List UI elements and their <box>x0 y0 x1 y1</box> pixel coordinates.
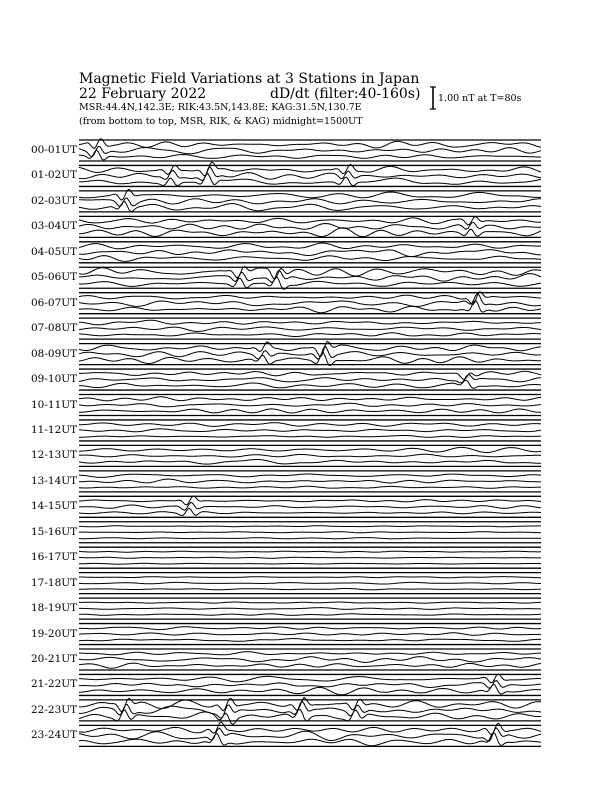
trace-KAG <box>79 423 541 427</box>
hour-label: 20-21UT <box>31 653 78 665</box>
trace-MSR <box>79 409 541 413</box>
hour-label: 08-09UT <box>31 347 78 360</box>
trace-KAG <box>79 627 541 630</box>
trace-MSR <box>79 589 541 590</box>
trace-RIK <box>79 375 541 383</box>
trace-RIK <box>79 222 541 229</box>
trace-RIK <box>79 532 541 533</box>
hour-row-00-01UT <box>79 139 541 161</box>
hour-label: 11-12UT <box>31 423 78 436</box>
hour-label: 05-06UT <box>31 271 78 284</box>
hour-label: 02-03UT <box>31 194 78 207</box>
hour-row-11-12UT <box>79 420 541 441</box>
hour-row-17-18UT <box>79 573 541 594</box>
trace-MSR <box>79 563 541 564</box>
trace-MSR <box>79 538 541 539</box>
hour-label: 15-16UT <box>31 525 78 538</box>
trace-RIK <box>79 167 541 181</box>
trace-KAG <box>79 674 541 683</box>
trace-KAG <box>79 602 541 603</box>
trace-RIK <box>79 403 541 407</box>
trace-MSR <box>79 380 541 388</box>
trace-MSR <box>79 228 541 237</box>
station-order-note: (from bottom to top, MSR, RIK, & KAG) midnight=1500UT <box>79 116 363 127</box>
hour-label: 17-18UT <box>31 576 78 589</box>
trace-KAG <box>79 474 541 477</box>
trace-RIK <box>79 657 541 663</box>
hour-label: 21-22UT <box>31 678 78 691</box>
trace-RIK <box>79 502 541 510</box>
hour-row-14-15UT <box>79 496 541 517</box>
hour-row-08-09UT <box>79 341 541 365</box>
trace-MSR <box>79 333 541 337</box>
chart-title: Magnetic Field Variations at 3 Stations in Japan <box>79 71 420 87</box>
trace-KAG <box>79 292 541 305</box>
trace-RIK <box>79 582 541 584</box>
trace-RIK <box>79 429 541 432</box>
trace-MSR <box>79 733 541 746</box>
hour-label: 04-05UT <box>31 245 78 258</box>
trace-KAG <box>79 526 541 527</box>
trace-KAG <box>79 496 541 505</box>
hour-label: 09-10UT <box>31 373 78 386</box>
trace-MSR <box>79 202 541 212</box>
hour-row-23-24UT <box>79 722 541 746</box>
hour-row-06-07UT <box>79 292 541 314</box>
chart-date: 22 February 2022 <box>79 86 207 102</box>
hour-label: 13-14UT <box>31 474 78 487</box>
hour-label: 07-08UT <box>31 322 78 335</box>
trace-MSR <box>79 639 541 642</box>
hour-label: 14-15UT <box>31 500 78 513</box>
trace-MSR <box>79 486 541 488</box>
hour-row-01-02UT <box>79 162 541 186</box>
hour-row-18-19UT <box>79 598 541 619</box>
hour-label: 00-01UT <box>31 144 78 156</box>
trace-KAG <box>79 577 541 578</box>
hour-label: 16-17UT <box>31 551 78 564</box>
scale-label: 1.00 nT at T=80s <box>438 93 522 104</box>
trace-MSR <box>79 353 541 366</box>
hour-row-12-13UT <box>79 445 541 466</box>
hour-label: 19-20UT <box>31 627 78 640</box>
hour-label: 10-11UT <box>31 398 78 411</box>
trace-KAG <box>79 162 541 176</box>
hour-row-15-16UT <box>79 522 541 543</box>
hour-row-02-03UT <box>79 189 541 212</box>
station-coordinates: MSR:44.4N,142.3E; RIK:43.5N,143.8E; KAG:31.5N,130.7E <box>79 102 362 113</box>
trace-RIK <box>79 327 541 332</box>
trace-RIK <box>79 557 541 558</box>
hour-row-20-21UT <box>79 649 541 670</box>
hour-row-21-22UT <box>79 674 541 695</box>
trace-RIK <box>79 270 541 282</box>
trace-MSR <box>79 150 541 160</box>
trace-KAG <box>79 722 541 735</box>
hour-label: 01-02UT <box>31 169 78 182</box>
hour-row-22-23UT <box>79 698 541 725</box>
chart-quantity: dD/dt (filter:40-160s) <box>270 86 421 102</box>
hour-row-19-20UT <box>79 624 541 645</box>
hour-label: 18-19UT <box>31 602 78 615</box>
hour-label: 03-04UT <box>31 220 78 233</box>
trace-KAG <box>79 243 541 249</box>
hour-label: 12-13UT <box>31 449 78 462</box>
trace-MSR <box>79 256 541 262</box>
trace-RIK <box>79 250 541 257</box>
trace-MSR <box>79 436 541 438</box>
hour-label: 23-24UT <box>31 729 78 742</box>
trace-MSR <box>79 663 541 668</box>
trace-KAG <box>79 320 541 325</box>
hour-label: 22-23UT <box>31 703 78 716</box>
trace-KAG <box>79 397 541 401</box>
trace-RIK <box>79 454 541 457</box>
trace-MSR <box>79 709 541 724</box>
trace-KAG <box>79 652 541 655</box>
trace-KAG <box>79 267 541 279</box>
trace-KAG <box>79 551 541 552</box>
hour-row-16-17UT <box>79 547 541 568</box>
trace-KAG <box>79 447 541 452</box>
trace-RIK <box>79 146 541 156</box>
trace-KAG <box>79 217 541 225</box>
hour-row-03-04UT <box>79 216 541 237</box>
hour-row-09-10UT <box>79 369 541 390</box>
hour-row-07-08UT <box>79 318 541 339</box>
trace-RIK <box>79 479 541 483</box>
trace-MSR <box>79 614 541 616</box>
trace-RIK <box>79 608 541 610</box>
hour-label: 06-07UT <box>31 296 78 309</box>
trace-MSR <box>79 460 541 465</box>
hour-row-10-11UT <box>79 395 541 416</box>
trace-RIK <box>79 681 541 689</box>
hour-row-04-05UT <box>79 242 541 263</box>
hour-row-13-14UT <box>79 471 541 492</box>
trace-RIK <box>79 633 541 635</box>
trace-MSR <box>79 508 541 515</box>
hour-row-05-06UT <box>79 267 541 290</box>
